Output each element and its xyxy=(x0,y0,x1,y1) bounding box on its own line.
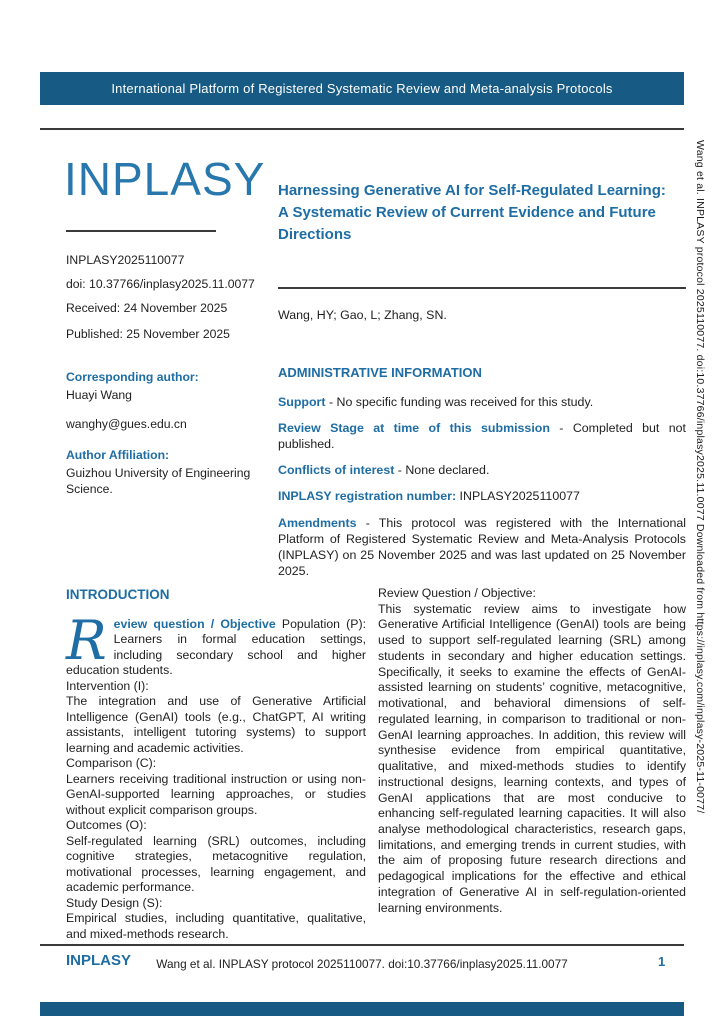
outcomes-label: Outcomes (O): xyxy=(66,818,147,833)
admin-sep: - xyxy=(394,463,406,478)
received-date: Received: 24 November 2025 xyxy=(66,300,228,315)
admin-item-review-stage xyxy=(278,420,686,452)
admin-label: Support xyxy=(278,394,326,409)
population-text: Population (P): Learners in formal education settings, including secondary school and higher education students. xyxy=(66,617,366,678)
introduction-left-column xyxy=(66,586,366,942)
admin-label: Review Stage at time of this submission xyxy=(278,421,550,436)
review-objective-paragraph: This systematic review aims to investigate how Generative Artificial Intelligence (GenAI) tools are being used to support self-regulated learning (SRL) among students in secondary and higher education settings. Specifically, it seeks to examine the effects of GenAI-assisted learning on students’ cognitive, metacognitive, motivational, and behavioral dimensions of self-regulated learning, in comparison to traditional or non-GenAI learning approaches. In addition, this review will synthesise evidence from empirical quantitative, qualitative, and mixed-methods studies to identify instructional designs, learning contexts, and types of GenAI applications that are most conducive to enhancing self-regulated learning capacities. It will also analyse methodological characteristics, research gaps, limitations, and emerging trends in current studies, with the aim of proposing future research directions and pedagogical implications for the effective and ethical integration of Generative AI in self-regulation-oriented learning environments. xyxy=(378,601,686,915)
introduction-right-column xyxy=(378,586,686,916)
admin-sep: - xyxy=(356,515,379,530)
admin-text: No specific funding was received for this study. xyxy=(336,394,594,409)
admin-text: INPLASY2025110077 xyxy=(459,489,580,504)
sidebar-citation-vertical: Wang et al. INPLASY protocol 2025110077. doi:10.37766/inplasy2025.11.0077 Downloaded from https://inplasy.com/inplasy-2025-11-0077/ xyxy=(694,140,706,814)
admin-item-amendments xyxy=(278,515,686,580)
admin-item-conflicts xyxy=(278,462,686,478)
drop-cap: R xyxy=(66,609,107,672)
outcomes-text: Self-regulated learning (SRL) outcomes, including cognitive strategies, metacognitive regulation, motivational processes, learning engagement, and academic performance. xyxy=(66,833,366,895)
admin-item-registration xyxy=(278,488,686,504)
study-design-label: Study Design (S): xyxy=(66,895,163,910)
affiliation-label: Author Affiliation: xyxy=(66,448,170,463)
comparison-text: Learners receiving traditional instruction or using non-GenAI-supported learning approaches, or studies without explicit comparison groups. xyxy=(66,771,366,817)
review-objective-heading: Review Question / Objective: xyxy=(378,586,536,600)
admin-text: Completed but not published. xyxy=(278,421,686,452)
author-email: wanghy@gues.edu.cn xyxy=(66,417,187,432)
registration-id: INPLASY2025110077 xyxy=(66,253,185,267)
corresponding-author-label: Corresponding author: xyxy=(66,370,199,385)
corresponding-author-name: Huayi Wang xyxy=(66,388,132,403)
divider-logo xyxy=(66,230,216,232)
platform-banner xyxy=(40,72,684,105)
platform-banner-text: International Platform of Registered Systematic Review and Meta-analysis Protocols xyxy=(111,81,613,96)
divider-top xyxy=(40,128,684,130)
comparison-label: Comparison (C): xyxy=(66,756,157,771)
inplasy-logo: INPLASY xyxy=(64,153,266,205)
metadata-block xyxy=(66,253,291,498)
authors-line: Wang, HY; Gao, L; Zhang, SN. xyxy=(278,308,447,322)
affiliation-text: Guizhou University of Engineering Science. xyxy=(66,465,251,496)
admin-heading: ADMINISTRATIVE INFORMATION xyxy=(278,365,482,380)
footer-brand: INPLASY xyxy=(66,952,132,969)
admin-text: This protocol was registered with the International Platform of Registered Systematic Review and Meta-Analysis Protocols (INPLASY) on 25 November 2025 and was last updated on 25 November 2025. xyxy=(278,515,686,578)
intervention-label: Intervention (I): xyxy=(66,678,149,693)
admin-sep: - xyxy=(549,421,573,436)
doi-line: doi: 10.37766/inplasy2025.11.0077 xyxy=(66,276,255,291)
admin-item-support xyxy=(278,394,686,410)
intervention-text: The integration and use of Generative Artificial Intelligence (GenAI) tools (e.g., ChatGPT, AI writing assistants, intelligent tutoring systems) to support learning and academic activities. xyxy=(66,694,366,755)
divider-title xyxy=(278,287,686,289)
divider-footer xyxy=(40,944,684,946)
footer-page-number: 1 xyxy=(658,954,666,969)
review-question-paragraph xyxy=(66,609,366,679)
introduction-heading: INTRODUCTION xyxy=(66,587,170,602)
bottom-banner-bar xyxy=(40,1002,684,1016)
study-design-text: Empirical studies, including quantitative, qualitative, and mixed-methods research. xyxy=(66,911,366,941)
footer-citation: Wang et al. INPLASY protocol 2025110077. doi:10.37766/inplasy2025.11.0077 xyxy=(156,957,568,971)
paper-title: Harnessing Generative AI for Self-Regulated Learning: A Systematic Review of Current Evidence and Future Directions xyxy=(278,182,666,244)
admin-label: Conflicts of interest xyxy=(278,463,395,478)
admin-sep: - xyxy=(325,394,337,409)
published-date: Published: 25 November 2025 xyxy=(66,326,230,341)
admin-text: None declared. xyxy=(405,463,490,478)
admin-label: Amendments xyxy=(278,515,357,530)
admin-label: INPLASY registration number: xyxy=(278,489,457,504)
review-question-label: eview question / Objective xyxy=(113,617,276,631)
administrative-information xyxy=(278,365,686,589)
